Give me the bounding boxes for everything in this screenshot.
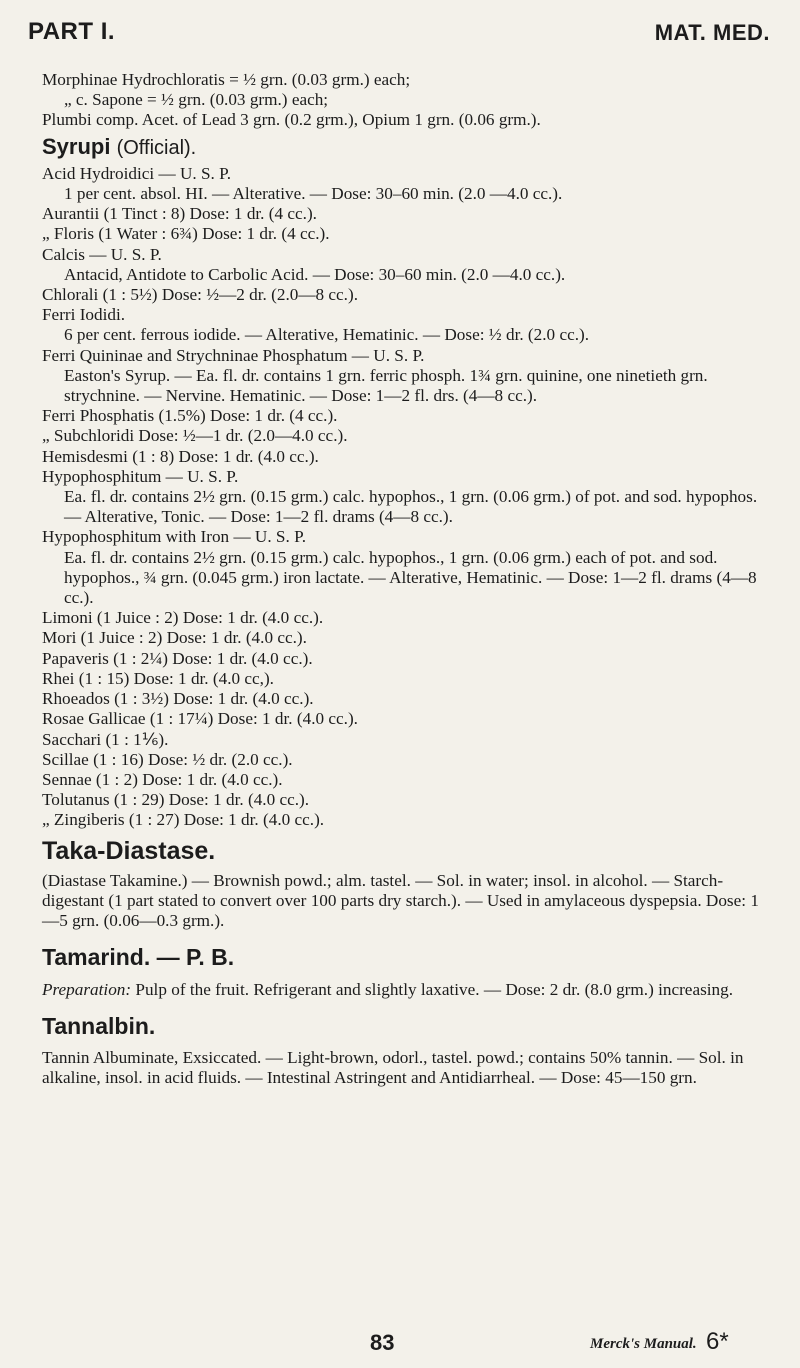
page-number: 83 bbox=[370, 1330, 395, 1355]
pill-line: Morphinae Hydrochloratis = ½ grn. (0.03 grm.) each; bbox=[42, 70, 411, 89]
syrup-entry-name: Rhei (1 : 15) Dose: 1 dr. (4.0 cc,). bbox=[42, 668, 274, 688]
syrup-entry bbox=[42, 285, 770, 305]
syrup-entry-name: Mori (1 Juice : 2) Dose: 1 dr. (4.0 cc.). bbox=[42, 628, 307, 648]
syrup-entry bbox=[42, 467, 770, 528]
tannalbin-heading: Tannalbin. bbox=[42, 1012, 156, 1039]
syrup-entry-name: Papaveris (1 : 2¼) Dose: 1 dr. (4.0 cc.). bbox=[42, 648, 313, 668]
pills-continuation bbox=[42, 70, 770, 131]
syrup-entry bbox=[42, 709, 770, 729]
syrup-entry-name: „ Floris (1 Water : 6¾) Dose: 1 dr. (4 cc.). bbox=[42, 224, 330, 244]
page-content bbox=[42, 70, 770, 1088]
taka-diastase-body: (Diastase Takamine.) — Brownish powd.; alm. tastel. — Sol. in water; insol. in alcohol. — Starch-digestant (1 part stated to convert over 100 parts dry starch.). — Used in amylaceous dyspepsia. Dose: 1—5 grn. (0.06—0.3 grm.). bbox=[42, 870, 759, 931]
syrup-entry-description: 1 per cent. absol. HI. — Alterative. — Dose: 30–60 min. (2.0 —4.0 cc.). bbox=[64, 184, 563, 204]
syrup-entry-name: Hypophosphitum with Iron — U. S. P. bbox=[42, 527, 307, 547]
syrup-entry bbox=[42, 426, 770, 446]
syrup-entry-name: Sacchari (1 : 1⅙). bbox=[42, 729, 169, 749]
syrup-entry-name: Limoni (1 Juice : 2) Dose: 1 dr. (4.0 cc.). bbox=[42, 608, 324, 628]
syrup-entry-name: Hypophosphitum — U. S. P. bbox=[42, 466, 239, 486]
syrup-entry bbox=[42, 204, 770, 224]
syrup-entry bbox=[42, 730, 770, 750]
syrup-entry bbox=[42, 527, 770, 608]
syrup-entry-name: Acid Hydroidici — U. S. P. bbox=[42, 163, 232, 183]
syrupi-title: Syrupi bbox=[42, 133, 111, 159]
pill-line: „ c. Sapone = ½ grn. (0.03 grm.) each; bbox=[64, 90, 329, 110]
syrup-entry-name: Scillae (1 : 16) Dose: ½ dr. (2.0 cc.). bbox=[42, 749, 293, 769]
syrup-entry bbox=[42, 305, 770, 345]
syrup-entry bbox=[42, 770, 770, 790]
syrup-entry-name: Calcis — U. S. P. bbox=[42, 244, 162, 264]
syrup-entry bbox=[42, 790, 770, 810]
syrup-entry-name: Ferri Iodidi. bbox=[42, 305, 126, 325]
syrup-entry-name: „ Subchloridi Dose: ½—1 dr. (2.0—4.0 cc.). bbox=[42, 426, 348, 446]
syrupi-subtitle: (Official). bbox=[116, 136, 197, 159]
syrup-entry bbox=[42, 649, 770, 669]
syrup-entry-name: Aurantii (1 Tinct : 8) Dose: 1 dr. (4 cc.). bbox=[42, 204, 317, 224]
syrup-entry-description: Ea. fl. dr. contains 2½ grn. (0.15 grm.) calc. hypophos., 1 grn. (0.06 grm.) of pot. and sod. hypophos. — Alterative, Tonic. — Dose: 1—2 fl. drams (4—8 cc.). bbox=[64, 487, 758, 527]
syrup-entry bbox=[42, 245, 770, 285]
signature-mark: 6* bbox=[706, 1328, 729, 1355]
syrup-entry-name: Ferri Phosphatis (1.5%) Dose: 1 dr. (4 cc.). bbox=[42, 406, 338, 426]
tamarind-heading: Tamarind. — P. B. bbox=[42, 944, 235, 971]
running-header-part: PART I. bbox=[28, 18, 116, 45]
syrup-entry bbox=[42, 810, 770, 830]
syrup-entry-name: Rhoeados (1 : 3½) Dose: 1 dr. (4.0 cc.). bbox=[42, 689, 314, 709]
tannalbin-body: Tannin Albuminate, Exsiccated. — Light-brown, odorl., tastel. powd.; contains 50% tannin. — Sol. in alkaline, insol. in acid fluids. — Intestinal Astringent and Antidiarrheal. — Dose: 45—150 grn. bbox=[42, 1047, 744, 1088]
syrup-entry bbox=[42, 224, 770, 244]
syrup-entry bbox=[42, 750, 770, 770]
running-header-section: MAT. MED. bbox=[654, 20, 770, 45]
syrup-entry-description: 6 per cent. ferrous iodide. — Alterative, Hematinic. — Dose: ½ dr. (2.0 cc.). bbox=[64, 325, 590, 345]
taka-diastase-heading: Taka-Diastase. bbox=[42, 836, 216, 865]
syrup-entry-name: „ Zingiberis (1 : 27) Dose: 1 dr. (4.0 cc.). bbox=[42, 810, 325, 830]
syrup-entry bbox=[42, 608, 770, 628]
syrup-entry-name: Ferri Quininae and Strychninae Phosphatum — U. S. P. bbox=[42, 345, 425, 365]
tamarind-prep-label: Preparation: bbox=[42, 979, 132, 999]
tamarind-prep-text: Pulp of the fruit. Refrigerant and slightly laxative. — Dose: 2 dr. (8.0 grm.) increasing. bbox=[135, 979, 734, 999]
tamarind-body bbox=[42, 980, 770, 1000]
syrup-entry-name: Tolutanus (1 : 29) Dose: 1 dr. (4.0 cc.). bbox=[42, 790, 310, 810]
syrup-entry-description: Easton's Syrup. — Ea. fl. dr. contains 1 grn. ferric phosph. 1¾ grn. quinine, one ninetieth grn. strychnine. — Nervine. Hematinic. — Dose: 1—2 fl. drs. (4—8 cc.). bbox=[64, 365, 708, 406]
syrup-entry bbox=[42, 164, 770, 204]
syrup-entry bbox=[42, 346, 770, 407]
syrup-entry-name: Sennae (1 : 2) Dose: 1 dr. (4.0 cc.). bbox=[42, 769, 283, 789]
syrup-entry bbox=[42, 689, 770, 709]
syrupi-entry-list bbox=[42, 164, 770, 831]
syrup-entry bbox=[42, 447, 770, 467]
syrup-entry-name: Rosae Gallicae (1 : 17¼) Dose: 1 dr. (4.0 cc.). bbox=[42, 709, 358, 729]
syrupi-heading bbox=[42, 133, 770, 159]
footer-manual-title: Merck's Manual. bbox=[590, 1336, 697, 1352]
syrup-entry bbox=[42, 406, 770, 426]
syrup-entry bbox=[42, 669, 770, 689]
syrup-entry bbox=[42, 628, 770, 648]
syrup-entry-name: Hemisdesmi (1 : 8) Dose: 1 dr. (4.0 cc.). bbox=[42, 446, 319, 466]
syrup-entry-name: Chlorali (1 : 5½) Dose: ½—2 dr. (2.0—8 cc.). bbox=[42, 285, 359, 305]
syrup-entry-description: Antacid, Antidote to Carbolic Acid. — Dose: 30–60 min. (2.0 —4.0 cc.). bbox=[64, 264, 566, 284]
syrup-entry-description: Ea. fl. dr. contains 2½ grn. (0.15 grm.) calc. hypophos., 1 grn. (0.06 grm.) each of pot. and sod. hypophos., ¾ grn. (0.045 grm.) iron lactate. — Alterative, Hematinic. — Dose: 1—2 fl. drams (4—8 cc.). bbox=[64, 547, 757, 608]
pill-line: Plumbi comp. Acet. of Lead 3 grn. (0.2 grm.), Opium 1 grn. (0.06 grm.). bbox=[42, 110, 541, 130]
